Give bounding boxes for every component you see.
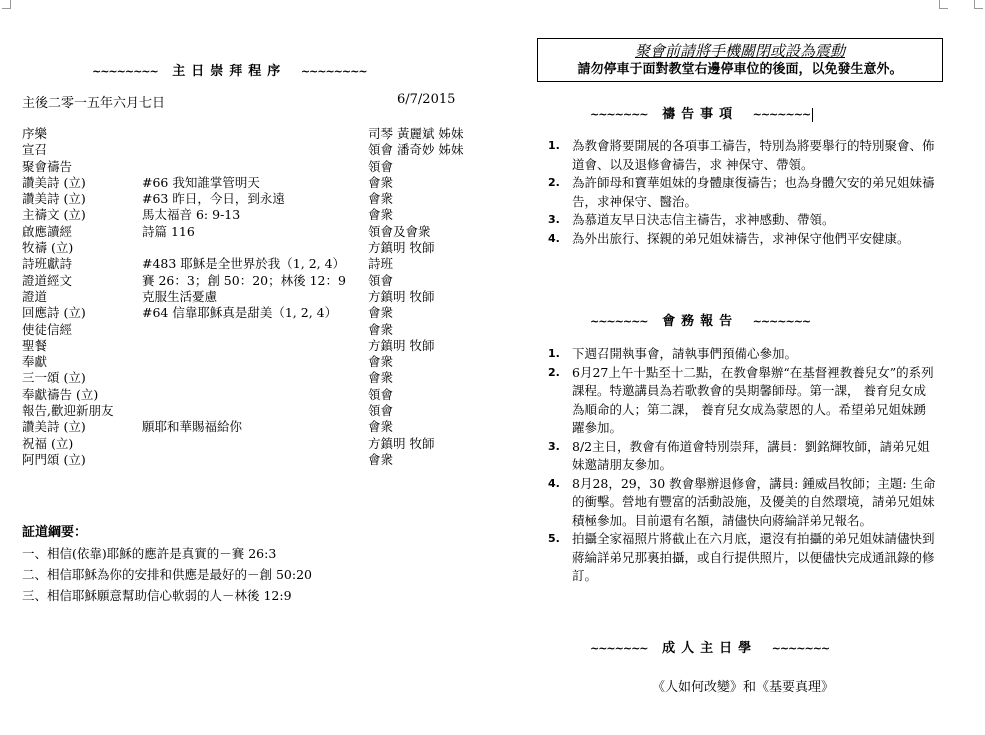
item-number: 2. [548,365,560,379]
program-row [22,175,482,191]
program-detail: #63 昨日，今日，到永遠 [142,191,285,207]
program-item: 使徒信經 [22,321,73,337]
program-item: 證道 [22,288,48,304]
program-row [22,370,482,386]
program-item: 報告,歡迎新朋友 [22,403,114,419]
ornament: ~~~~~~~~ [300,65,367,78]
program-row [22,387,482,403]
item-text: 6月27上午十點至十二點，在教會舉辦“在基督裡教養兒女”的系列課程。特邀講員為若歌教會的吳期馨師母。第一課， 養育兒女成為順命的人；第二課， 養育兒女成為蒙恩的人。希望弟兄姐妹踴躍參加。 [572,364,934,435]
sermon-outline [22,522,312,606]
program-row [22,354,482,370]
program-person: 會衆 [368,207,394,223]
ornament: ~~~~~~~ [590,642,648,655]
list-item [548,230,936,249]
item-number: 1. [548,347,560,360]
program-row [22,289,482,305]
program-item: 主禱文 (立) [22,207,86,223]
program-person: 會衆 [368,419,394,435]
program-item: 證道經文 [22,272,73,288]
program-person: 會衆 [368,354,394,370]
ornament: ~~~~~~~ [752,108,811,121]
phone-parking-notice [537,38,943,82]
prayer-title: 禱告事項 [662,107,739,122]
item-number: 5. [548,532,560,545]
program-row [22,273,482,289]
program-row [22,322,482,338]
program-person: 會衆 [368,305,394,321]
program-row [22,338,482,354]
program-item: 讚美詩 (立) [22,419,86,435]
program-person: 方鎮明 牧師 [368,435,435,451]
program-row [22,191,482,207]
program-person: 領會 [368,272,394,288]
program-row [22,419,482,435]
program-list [22,126,482,468]
program-person: 領會及會衆 [368,223,431,239]
program-item: 回應詩 (立) [22,305,86,321]
phone-notice: 聚會前請將手機關閉或設為震動 [634,42,845,60]
program-item: 阿門頌 (立) [22,451,86,467]
sunday-school-books: 《人如何改變》和《基要真理》 [652,680,835,695]
item-number: 3. [548,213,560,226]
program-item: 序樂 [22,126,48,141]
church-affairs-title: 會務報告 [662,314,739,329]
service-date-text: 主後二零一五年六月七日 [22,96,166,111]
program-detail: 詩篇 116 [142,223,195,239]
program-person: 司琴 黃麗斌 姊妹 [368,126,464,141]
program-item: 奉獻 [22,354,48,370]
program-detail: #64 信靠耶穌真是甜美（1, 2, 4） [142,305,338,321]
item-text: 下週召開執事會，請執事們預備心參加。 [572,346,798,361]
list-item [548,438,936,475]
list-item [548,211,936,230]
program-item: 讚美詩 (立) [22,174,86,190]
program-person: 會衆 [368,451,394,467]
item-number: 3. [548,439,560,453]
program-detail: 賽 26：3；創 50：20；林後 12：9 [142,272,346,288]
item-text: 為慕道友早日決志信主禱告，求神感動、帶領。 [572,212,835,227]
item-text: 為許師母和寶華姐妹的身體康復禱告；也為身體欠安的弟兄姐妹禱告，求神保守、醫治。 [572,175,935,209]
ornament: ~~~~~~~ [771,642,830,655]
program-detail: #66 我知誰掌管明天 [142,174,260,190]
church-affairs-list [548,345,936,586]
item-text: 為外出旅行、探親的弟兄姐妹禱告，求神保守他們平安健康。 [572,230,910,246]
list-item [548,475,936,531]
program-item: 三一頌 (立) [22,370,86,386]
program-item: 奉獻禱告 (立) [22,386,99,402]
item-number: 2. [548,176,560,189]
list-item [548,174,936,211]
program-item: 啟應讀經 [22,223,73,239]
program-person: 領會 潘奇妙 姊妹 [368,142,464,158]
item-text: 拍攝全家福照片將截止在六月底，還沒有拍攝的弟兄姐妹請儘快到蔣綸詳弟兄那裏拍攝，或自行提供照片，以便儘快完成通訊錄的修訂。 [572,531,935,583]
sermon-outline-title: 証道綱要： [22,525,88,540]
item-text: 為教會將要開展的各項事工禱告，特別為將要舉行的特別聚會、佈道會、以及退修會禱告，求 神保守、帶領。 [572,138,935,172]
program-detail: 馬太福音 6: 9-13 [142,207,241,223]
item-text: 8月28，29，30 教會舉辦退修會，講員: 鍾威昌牧師；主題: 生命的衝擊。營地有豐富的活動設施，及優美的自然環境，請弟兄姐妹積極參加。目前還有名額，請儘快向蔣綸詳弟兄報名。 [572,475,936,528]
program-item: 牧禱 (立) [22,240,74,256]
page-corner-mark [2,0,11,9]
program-person: 會衆 [368,321,394,337]
prayer-list [548,137,936,248]
item-number: 1. [548,139,560,152]
program-row [22,403,482,419]
program-person: 領會 [368,386,394,402]
ornament: ~~~~~~~ [590,108,648,121]
program-person: 會衆 [368,174,394,190]
prayer-heading [590,103,813,122]
church-affairs-heading [590,310,810,329]
item-number: 4. [548,476,560,490]
program-item: 聚會禱告 [22,158,73,174]
sunday-school-title: 成人主日學 [662,641,758,656]
program-row [22,436,482,452]
program-row [22,240,482,256]
program-detail: 克服生活憂慮 [142,288,218,304]
program-row [22,224,482,240]
sunday-school-heading [590,637,829,656]
ornament: ~~~~~~~ [752,315,811,328]
program-person: 會衆 [368,370,394,386]
program-detail: #483 耶穌是全世界於我（1, 2, 4） [142,256,346,272]
program-row [22,142,482,158]
worship-program-heading [92,60,367,79]
list-item [548,530,936,586]
page-corner-mark [974,0,983,9]
program-item: 祝福 (立) [22,435,74,451]
program-person: 詩班 [368,256,394,272]
program-person: 方鎮明 牧師 [368,288,435,304]
list-item [548,345,936,364]
program-row [22,452,482,468]
ornament: ~~~~~~~ [590,315,648,328]
program-person: 領會 [368,158,394,174]
program-item: 讚美詩 (立) [22,191,86,207]
program-row [22,207,482,223]
program-item: 詩班獻詩 [22,256,73,272]
sermon-outline-point: 三、相信耶穌願意幫助信心軟弱的人－林後 12:9 [22,588,292,603]
page-corner-mark [939,0,948,9]
parking-notice: 請勿停車于面對教堂右邊停車位的後面，以免發生意外。 [577,62,903,77]
list-item [548,137,936,174]
program-row [22,126,482,142]
item-text: 8/2主日，教會有佈道會特別崇拜，講員：劉銘輝牧師，請弟兄姐妹邀請朋友參加。 [572,438,930,472]
program-person: 領會 [368,403,394,419]
program-person: 會衆 [368,191,394,207]
program-detail: 願耶和華賜福給你 [142,419,243,435]
ornament: ~~~~~~~~ [92,65,158,78]
program-row [22,159,482,175]
worship-program-title: 主日崇拜程序 [172,64,287,79]
list-item [548,364,936,438]
program-row [22,256,482,272]
program-person: 方鎮明 牧師 [368,240,435,256]
text-cursor [812,108,813,122]
sermon-outline-point: 二、相信耶穌為你的安排和供應是最好的－創 50:20 [22,567,312,582]
service-date-number: 6/7/2015 [397,92,456,107]
item-number: 4. [548,231,560,245]
program-item: 宣召 [22,142,48,158]
program-person: 方鎮明 牧師 [368,337,435,353]
program-row [22,305,482,321]
program-item: 聖餐 [22,337,48,353]
sermon-outline-point: 一、相信(依靠)耶穌的應許是真實的－賽 26:3 [22,546,277,561]
